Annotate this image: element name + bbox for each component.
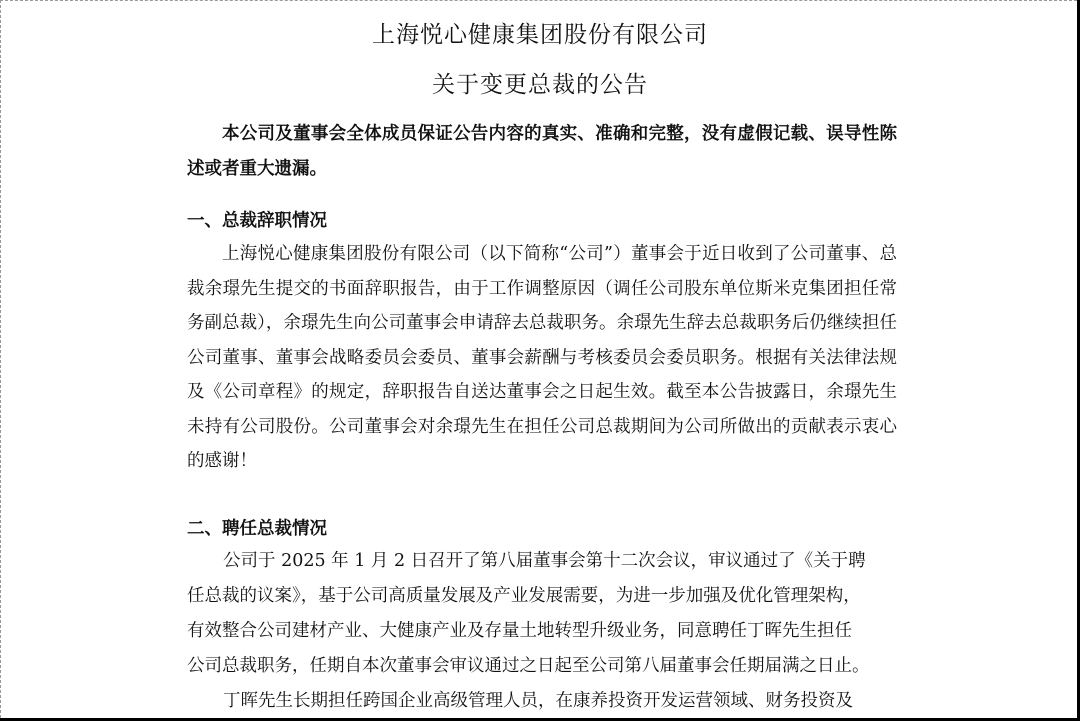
company-name: 上海悦心健康集团股份有限公司 — [372, 22, 708, 48]
page-edge-top — [0, 0, 1077, 1]
section1-heading: 一、总裁辞职情况 — [187, 211, 327, 231]
section2-heading: 二、聘任总裁情况 — [187, 519, 327, 539]
section2-line-2: 任总裁的议案》，基于公司高质量发展及产业发展需要，为进一步加强及优化管理架构， — [187, 586, 861, 606]
announcement-title: 关于变更总裁的公告 — [432, 72, 648, 98]
page-edge-left — [0, 0, 1, 718]
section2-line-4: 公司总裁职务，任期自本次董事会审议通过之日起至公司第八届董事会任期届满之日止。 — [187, 656, 870, 676]
section2-line-3: 有效整合公司建材产业、大健康产业及存量土地转型升级业务，同意聘任丁晖先生担任 — [187, 621, 852, 641]
disclaimer-paragraph: 本公司及董事会全体成员保证公告内容的真实、准确和完整，没有虚假记载、误导性陈述或者重大遗漏。 — [187, 124, 897, 179]
section1-body: 上海悦心健康集团股份有限公司（以下简称“公司”）董事会于近日收到了公司董事、总裁余璟先生提交的书面辞职报告，由于工作调整原因（调任公司股东单位斯米克集团担任常务副总裁），余璟先生向公司董事会申请辞去总裁职务。余璟先生辞去总裁职务后仍继续担任公司董事、董事会战略委员会委员、董事会薪酬与考核委员会委员职务。根据有关法律法规及《公司章程》的规定，辞职报告自送达董事会之日起生效。截至本公告披露日，余璟先生未持有公司股份。公司董事会对余璟先生在担任公司总裁期间为公司所做出的贡献表示衷心的感谢！ — [187, 244, 897, 471]
section2-next-paragraph: 丁晖先生长期担任跨国企业高级管理人员，在康养投资开发运营领域、财务投资及 — [223, 691, 853, 711]
section2-line-1: 公司于 2025 年 1 月 2 日召开了第八届董事会第十二次会议，审议通过了《关于聘 — [223, 551, 866, 571]
